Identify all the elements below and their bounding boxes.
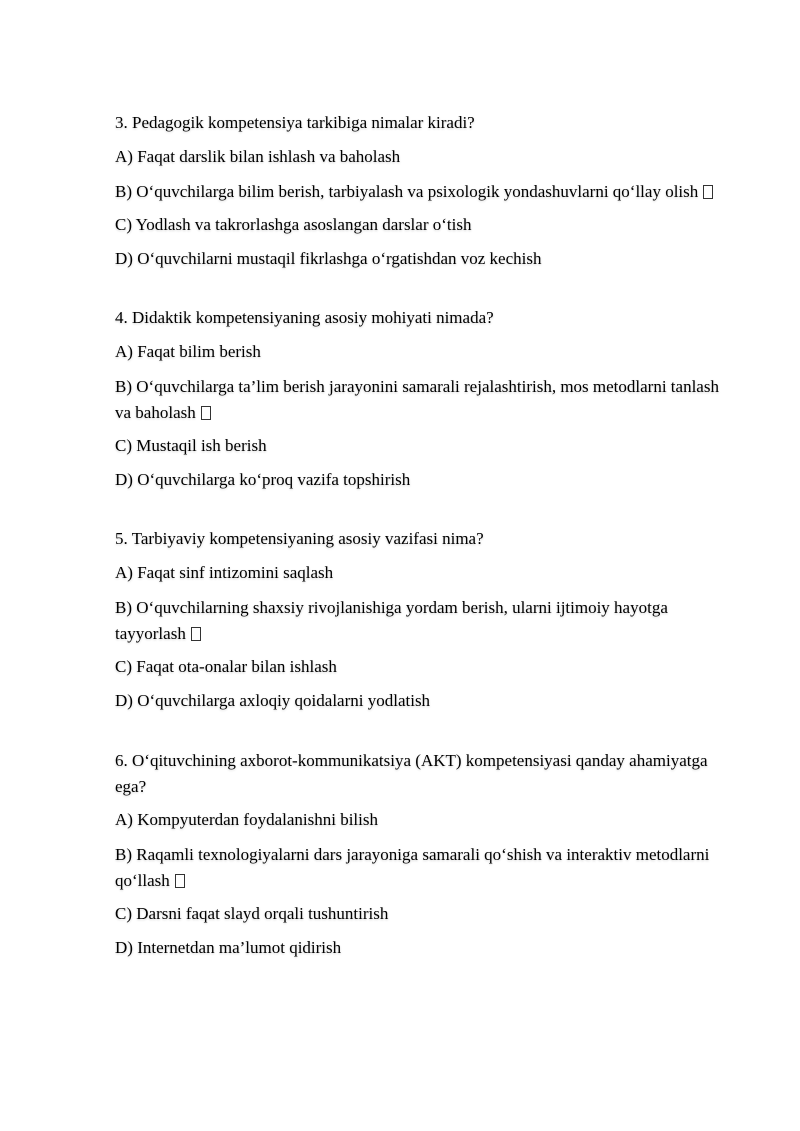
question-text: 4. Didaktik kompetensiyaning asosiy mohiyati nimada? [115,308,494,327]
check-mark-icon [201,406,211,420]
question-4 [115,306,730,491]
question-6 [115,748,730,959]
option-b-correct [115,595,730,647]
option-d: D) O‘quvchilarga ko‘proq vazifa topshirish [115,470,411,489]
option-text: B) Raqamli texnologiyalarni dars jarayoniga samarali qo‘shish va interaktiv metodlarni qo‘llash [115,845,710,890]
check-mark-icon [175,874,185,888]
option-c: C) Yodlash va takrorlashga asoslangan darslar o‘tish [115,215,472,234]
question-text: 5. Tarbiyaviy kompetensiyaning asosiy vazifasi nima? [115,529,484,548]
check-mark-icon [191,627,201,641]
question-text: 6. O‘qituvchining axborot-kommunikatsiya (AKT) kompetensiyasi qanday ahamiyatga ega? [115,751,708,796]
option-c: C) Mustaqil ish berish [115,436,267,455]
option-a: A) Faqat sinf intizomini saqlash [115,563,334,582]
question-5 [115,527,730,712]
question-text: 3. Pedagogik kompetensiya tarkibiga nimalar kiradi? [115,113,475,132]
option-d: D) Internetdan ma’lumot qidirish [115,938,342,957]
check-mark-icon [703,185,713,199]
option-c: C) Faqat ota-onalar bilan ishlash [115,657,337,676]
option-a: A) Faqat bilim berish [115,342,261,361]
option-text: B) O‘quvchilarga ta’lim berish jarayonini samarali rejalashtirish, mos metodlarni tanlash va baholash [115,377,719,422]
option-d: D) O‘quvchilarni mustaqil fikrlashga o‘rgatishdan voz kechish [115,249,542,268]
option-a: A) Kompyuterdan foydalanishni bilish [115,810,378,829]
option-b-correct [115,842,730,894]
option-b-correct [115,179,730,205]
quiz-content [115,111,730,995]
option-d: D) O‘quvchilarga axloqiy qoidalarni yodlatish [115,691,431,710]
option-b-correct [115,374,730,426]
question-3 [115,111,730,270]
option-text: B) O‘quvchilarga bilim berish, tarbiyalash va psixologik yondashuvlarni qo‘llay olish [115,182,699,201]
option-a: A) Faqat darslik bilan ishlash va baholash [115,147,401,166]
option-c: C) Darsni faqat slayd orqali tushuntirish [115,904,389,923]
option-text: B) O‘quvchilarning shaxsiy rivojlanishiga yordam berish, ularni ijtimoiy hayotga tayyorlash [115,598,668,643]
